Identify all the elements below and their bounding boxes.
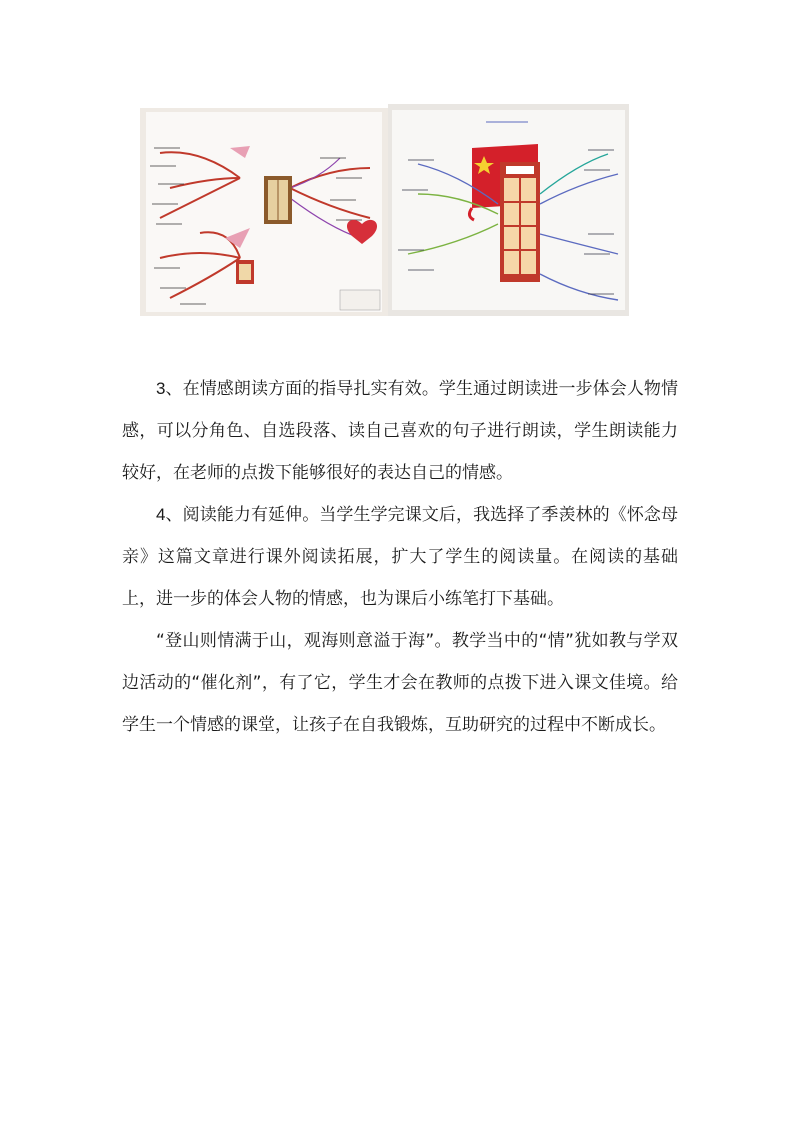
document-body <box>122 368 678 746</box>
paragraph-text: 、在情感朗读方面的指导扎实有效。学生通过朗读进一步体会人物情感，可以分角色、自选段落、读自己喜欢的句子进行朗读，学生朗读能力较好，在老师的点拨下能够很好的表达自己的情感。 <box>122 379 678 483</box>
mind-map-photo-right <box>388 104 629 316</box>
paragraph-number: 3 <box>156 379 166 398</box>
paragraph-4 <box>122 494 678 620</box>
paragraph-text: 、阅读能力有延伸。当学生学完课文后，我选择了季羡林的《怀念母亲》这篇文章进行课外阅读拓展，扩大了学生的阅读量。在阅读的基础上，进一步的体会人物的情感，也为课后小练笔打下基础。 <box>122 505 678 609</box>
paragraph-number: 4 <box>156 505 166 524</box>
mind-map-photo-left <box>140 108 388 316</box>
paragraph-3 <box>122 368 678 494</box>
paragraph-conclusion <box>122 620 678 746</box>
paragraph-text: “登山则情满于山，观海则意溢于海”。教学当中的“情”犹如教与学双边活动的“催化剂”，有了它，学生才会在教师的点拨下进入课文佳境。给学生一个情感的课堂，让孩子在自我锻炼，互助研究的过程中不断成长。 <box>122 631 678 735</box>
